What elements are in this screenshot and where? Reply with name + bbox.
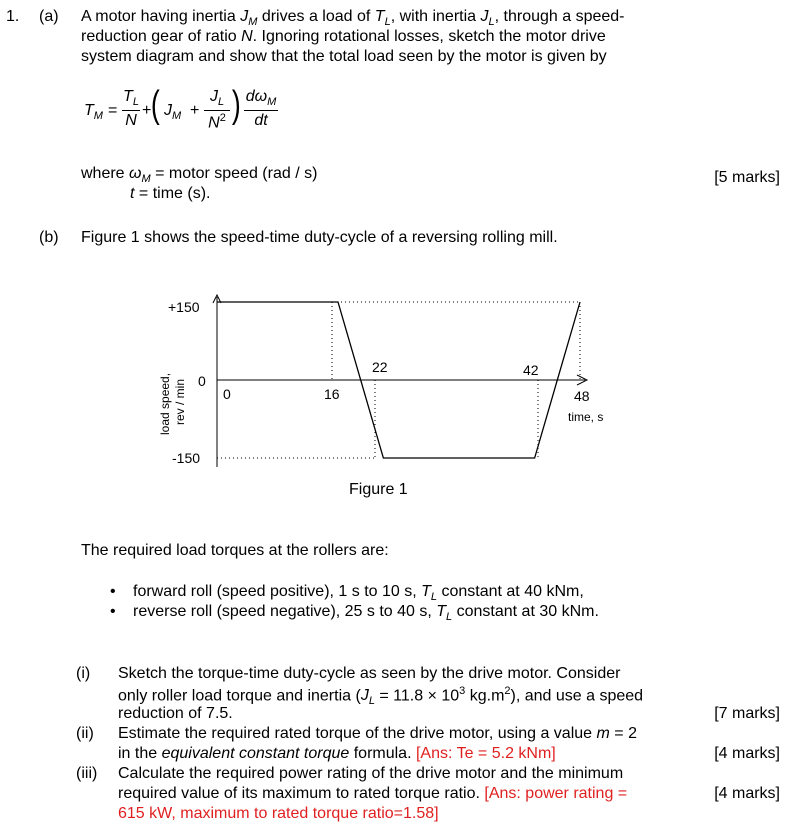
where-line-1: where $\omega_M$ = motor speed (rad / s) bbox=[81, 165, 318, 186]
part-a-label: (a) bbox=[39, 8, 59, 25]
y-tick-minus150: -150 bbox=[172, 450, 201, 466]
figure-caption: Figure 1 bbox=[349, 481, 408, 498]
x-axis-label: time, s bbox=[568, 410, 604, 424]
x-tick-48: 48 bbox=[574, 388, 590, 404]
part-a-line-2: reduction gear of ratio N. Ignoring rotational losses, sketch the motor drive bbox=[81, 28, 606, 45]
eq-frac-jl-n2: $J_L$ $N^2$ bbox=[204, 88, 230, 133]
part-b-label: (b) bbox=[39, 229, 59, 246]
torque-equation bbox=[84, 84, 304, 138]
x-tick-22: 22 bbox=[372, 359, 388, 375]
answer-iii-part-1: [Ans: power rating = bbox=[484, 785, 628, 802]
y-tick-plus150: +150 bbox=[168, 299, 200, 315]
y-tick-zero: 0 bbox=[198, 373, 206, 389]
marks-iii: [4 marks] bbox=[714, 785, 780, 802]
x-tick-16: 16 bbox=[324, 386, 340, 402]
part-a-line-3: system diagram and show that the total load seen by the motor is given by bbox=[81, 48, 607, 65]
x-tick-0: 0 bbox=[223, 386, 231, 402]
marks-ii: [4 marks] bbox=[714, 745, 780, 762]
eq-plus-2: + bbox=[190, 102, 200, 119]
part-a-line-1: A motor having inertia $J_M$ drives a load of $T_L$, with inertia $J_L$, through a speed- bbox=[81, 8, 625, 29]
eq-frac-tl-n: $T_L$ N bbox=[123, 88, 139, 130]
eq-left-paren: ( bbox=[150, 84, 160, 126]
eq-lhs: $T_M$ bbox=[84, 102, 103, 123]
answer-iii-part-2: 615 kW, maximum to rated torque ratio=1.58] bbox=[118, 805, 439, 822]
eq-equals: = bbox=[108, 102, 118, 119]
where-line-2: t = time (s). bbox=[130, 185, 211, 202]
y-axis-label-line-2: rev / min bbox=[173, 378, 187, 425]
part-b-text: Figure 1 shows the speed-time duty-cycle of a reversing rolling mill. bbox=[81, 229, 558, 246]
part-a-marks: [5 marks] bbox=[714, 169, 780, 186]
marks-i: [7 marks] bbox=[714, 705, 780, 722]
answer-ii: [Ans: Te = 5.2 kNm] bbox=[415, 745, 556, 762]
eq-jm: $J_M$ bbox=[164, 102, 182, 123]
x-tick-42: 42 bbox=[523, 362, 539, 378]
eq-right-paren: ) bbox=[231, 84, 241, 126]
eq-plus-1: + bbox=[142, 102, 152, 119]
speed-time-chart bbox=[140, 285, 620, 485]
load-torque-intro: The required load torques at the rollers are: bbox=[81, 542, 389, 559]
y-axis-label-line-1: load speed, bbox=[158, 372, 172, 435]
question-number: 1. bbox=[6, 8, 20, 25]
eq-frac-dw-dt: $d\omega_M$ dt bbox=[245, 88, 277, 130]
